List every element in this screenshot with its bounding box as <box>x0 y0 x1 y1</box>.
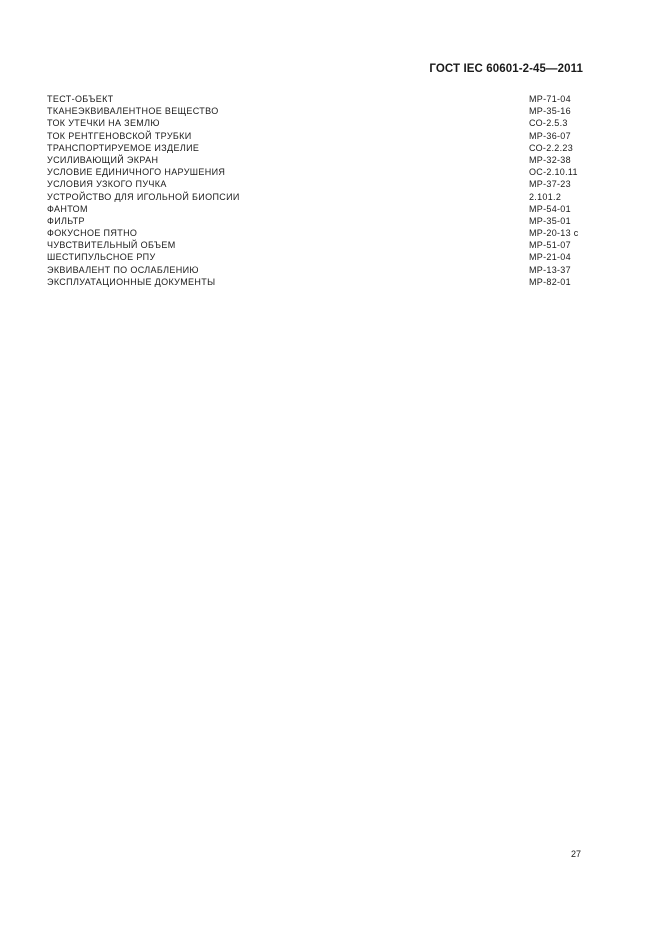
index-row <box>47 276 589 288</box>
index-row <box>47 154 589 166</box>
index-term: ТЕСТ-ОБЪЕКТ <box>47 94 114 104</box>
index-ref: МР-71-04 <box>529 94 571 104</box>
index-ref: МР-21-04 <box>529 252 571 263</box>
index-ref: СО-2.2.23 <box>529 142 574 153</box>
index-row <box>47 215 589 227</box>
index-ref: МР-82-01 <box>529 276 571 287</box>
index-term: ШЕСТИПУЛЬСНОЕ РПУ <box>47 252 156 263</box>
index-term: ТОК УТЕЧКИ НА ЗЕМЛЮ <box>47 118 160 129</box>
index-row <box>47 142 589 154</box>
index-row <box>47 117 589 129</box>
index-row <box>47 239 589 251</box>
index-ref: 2.101.2 <box>529 191 562 202</box>
index-ref: МР-35-01 <box>529 215 571 226</box>
index-ref: ОС-2.10.11 <box>529 167 578 178</box>
index-ref: МР-36-07 <box>529 130 571 141</box>
index-ref: МР-20-13 с <box>529 228 579 239</box>
index-row <box>47 264 589 276</box>
index-term: ЭКВИВАЛЕНТ ПО ОСЛАБЛЕНИЮ <box>47 264 199 275</box>
index-row <box>47 203 589 215</box>
index-term: УСЛОВИЯ УЗКОГО ПУЧКА <box>47 179 167 190</box>
standard-header: ГОСТ IEC 60601-2-45—2011 <box>429 63 583 75</box>
index-ref: МР-51-07 <box>529 240 571 251</box>
index-ref: МР-32-38 <box>529 154 571 165</box>
index-row <box>47 105 589 117</box>
index-term: ФОКУСНОЕ ПЯТНО <box>47 228 138 239</box>
index-row <box>47 191 589 203</box>
index-row <box>47 251 589 263</box>
index-ref: СО-2.5.3 <box>529 118 568 129</box>
page-number: 27 <box>571 849 582 859</box>
index-row <box>47 130 589 142</box>
index-ref: МР-54-01 <box>529 203 571 214</box>
index-term: УСТРОЙСТВО ДЛЯ ИГОЛЬНОЙ БИОПСИИ <box>47 191 240 202</box>
index-term: УСИЛИВАЮЩИЙ ЭКРАН <box>47 154 159 165</box>
index-term: ТОК РЕНТГЕНОВСКОЙ ТРУБКИ <box>47 130 192 141</box>
index-row <box>47 93 589 105</box>
index-term: ФИЛЬТР <box>47 215 85 226</box>
index-row <box>47 166 589 178</box>
index-term: ЭКСПЛУАТАЦИОННЫЕ ДОКУМЕНТЫ <box>47 276 216 287</box>
index-term: ТКАНЕЭКВИВАЛЕНТНОЕ ВЕЩЕСТВО <box>47 106 219 117</box>
index-row <box>47 178 589 190</box>
index-term: ФАНТОМ <box>47 203 88 214</box>
index-term: ТРАНСПОРТИРУЕМОЕ ИЗДЕЛИЕ <box>47 142 200 153</box>
index-term: УСЛОВИЕ ЕДИНИЧНОГО НАРУШЕНИЯ <box>47 167 226 178</box>
index-ref: МР-37-23 <box>529 179 571 190</box>
index-term: ЧУВСТВИТЕЛЬНЫЙ ОБЪЕМ <box>47 240 176 251</box>
index-ref: МР-13-37 <box>529 264 571 275</box>
index-ref: МР-35-16 <box>529 106 571 117</box>
index-row <box>47 227 589 239</box>
term-index-list <box>47 93 589 288</box>
